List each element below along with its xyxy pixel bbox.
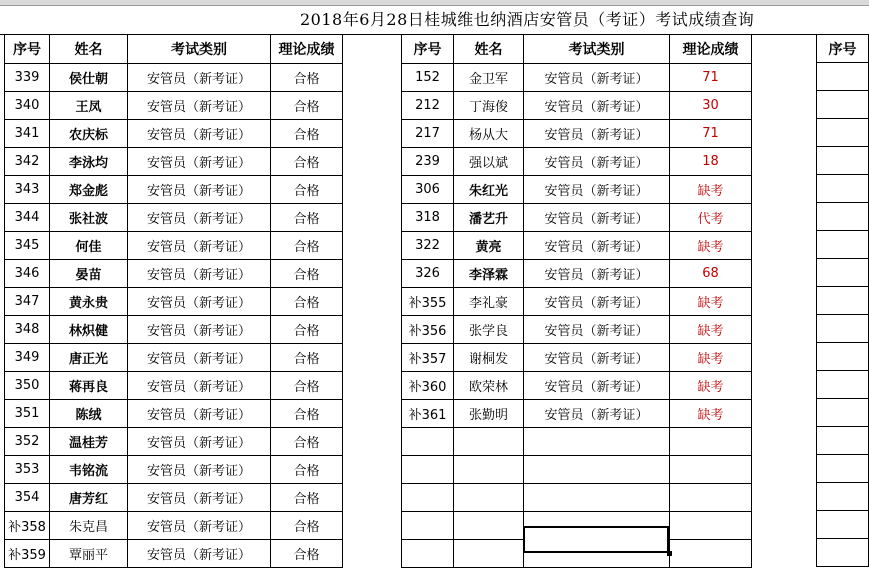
cell-seq[interactable]: 347 <box>5 288 50 316</box>
table-row <box>402 288 752 316</box>
cell-seq[interactable]: 342 <box>5 148 50 176</box>
cell-exam-type[interactable]: 安管员（新考证） <box>524 148 670 176</box>
table-row <box>402 484 752 512</box>
cell-exam-type[interactable]: 安管员（新考证） <box>128 260 271 288</box>
cell-name[interactable]: 丁海俊 <box>454 92 524 120</box>
cell-seq[interactable]: 补360 <box>402 372 454 400</box>
cell-name[interactable]: 侯仕朝 <box>50 64 128 92</box>
cell-theory-score[interactable]: 代考 <box>670 204 752 232</box>
cell-seq[interactable]: 318 <box>402 204 454 232</box>
cell-seq[interactable]: 217 <box>402 120 454 148</box>
cell-seq[interactable]: 354 <box>5 484 50 512</box>
cell-exam-type[interactable]: 安管员（新考证） <box>128 512 271 540</box>
empty-cell[interactable] <box>670 456 752 484</box>
empty-cell[interactable] <box>454 540 524 568</box>
empty-cell[interactable] <box>402 484 454 512</box>
empty-cell[interactable] <box>817 147 869 175</box>
cell-name[interactable]: 温桂芳 <box>50 428 128 456</box>
cell-name[interactable]: 金卫军 <box>454 64 524 92</box>
cell-exam-type[interactable]: 安管员（新考证） <box>128 204 271 232</box>
table-row <box>5 484 343 512</box>
cell-theory-score[interactable]: 71 <box>670 64 752 92</box>
cell-exam-type[interactable]: 安管员（新考证） <box>524 232 670 260</box>
cell-seq[interactable]: 349 <box>5 344 50 372</box>
cell-name[interactable]: 张社波 <box>50 204 128 232</box>
cell-seq[interactable]: 340 <box>5 92 50 120</box>
cell-theory-score[interactable]: 缺考 <box>670 344 752 372</box>
cell-theory-score[interactable]: 18 <box>670 148 752 176</box>
header-name: 姓名 <box>454 35 524 64</box>
header-name: 姓名 <box>50 35 128 64</box>
empty-cell[interactable] <box>817 371 869 399</box>
cell-theory-score[interactable]: 合格 <box>271 204 343 232</box>
selected-cell[interactable] <box>523 526 669 553</box>
cell-theory-score[interactable]: 合格 <box>271 456 343 484</box>
cell-exam-type[interactable]: 安管员（新考证） <box>524 288 670 316</box>
cell-seq[interactable]: 348 <box>5 316 50 344</box>
table-row <box>5 92 343 120</box>
empty-cell[interactable] <box>817 455 869 483</box>
empty-cell[interactable] <box>402 540 454 568</box>
cell-exam-type[interactable]: 安管员（新考证） <box>524 204 670 232</box>
empty-cell[interactable] <box>817 427 869 455</box>
cell-exam-type[interactable]: 安管员（新考证） <box>524 64 670 92</box>
cell-theory-score[interactable]: 合格 <box>271 92 343 120</box>
cell-theory-score[interactable]: 缺考 <box>670 176 752 204</box>
cell-theory-score[interactable]: 68 <box>670 260 752 288</box>
cell-theory-score[interactable]: 合格 <box>271 120 343 148</box>
table-row <box>402 456 752 484</box>
table-row <box>402 344 752 372</box>
table-row <box>5 372 343 400</box>
table-row <box>5 148 343 176</box>
cell-exam-type[interactable]: 安管员（新考证） <box>128 456 271 484</box>
empty-cell[interactable] <box>817 91 869 119</box>
cell-theory-score[interactable]: 缺考 <box>670 288 752 316</box>
empty-cell[interactable] <box>817 259 869 287</box>
cell-theory-score[interactable]: 合格 <box>271 176 343 204</box>
cell-seq[interactable]: 351 <box>5 400 50 428</box>
cell-exam-type[interactable]: 安管员（新考证） <box>128 400 271 428</box>
cell-seq[interactable]: 补361 <box>402 400 454 428</box>
cell-seq[interactable]: 326 <box>402 260 454 288</box>
cell-exam-type[interactable]: 安管员（新考证） <box>524 260 670 288</box>
table-row <box>402 372 752 400</box>
cell-seq[interactable]: 239 <box>402 148 454 176</box>
cell-theory-score[interactable]: 合格 <box>271 540 343 568</box>
empty-cell[interactable] <box>817 539 869 567</box>
cell-name[interactable]: 唐正光 <box>50 344 128 372</box>
cell-name[interactable]: 李泳均 <box>50 148 128 176</box>
empty-cell[interactable] <box>817 119 869 147</box>
table-row <box>5 400 343 428</box>
cell-seq[interactable]: 345 <box>5 232 50 260</box>
header-theory-score: 理论成绩 <box>670 35 752 64</box>
cell-exam-type[interactable]: 安管员（新考证） <box>524 316 670 344</box>
cell-name[interactable]: 张勤明 <box>454 400 524 428</box>
header-exam-type: 考试类别 <box>128 35 271 64</box>
cell-theory-score[interactable]: 合格 <box>271 512 343 540</box>
empty-cell[interactable] <box>817 343 869 371</box>
cell-theory-score[interactable]: 71 <box>670 120 752 148</box>
table-row <box>5 288 343 316</box>
cell-theory-score[interactable]: 合格 <box>271 64 343 92</box>
cell-name[interactable]: 潘艺升 <box>454 204 524 232</box>
cell-name[interactable]: 李泽霖 <box>454 260 524 288</box>
cell-exam-type[interactable]: 安管员（新考证） <box>128 428 271 456</box>
cell-theory-score[interactable]: 合格 <box>271 344 343 372</box>
cell-theory-score[interactable]: 合格 <box>271 428 343 456</box>
cell-name[interactable]: 陈绒 <box>50 400 128 428</box>
cell-name[interactable]: 李礼豪 <box>454 288 524 316</box>
empty-cell[interactable] <box>817 483 869 511</box>
cell-name[interactable]: 强以斌 <box>454 148 524 176</box>
empty-cell[interactable] <box>817 399 869 427</box>
cell-exam-type[interactable]: 安管员（新考证） <box>128 92 271 120</box>
empty-cell[interactable] <box>670 428 752 456</box>
table-row <box>5 64 343 92</box>
table-row <box>402 400 752 428</box>
cell-seq[interactable]: 352 <box>5 428 50 456</box>
cell-exam-type[interactable]: 安管员（新考证） <box>128 232 271 260</box>
cell-name[interactable]: 朱克昌 <box>50 512 128 540</box>
cell-seq[interactable]: 343 <box>5 176 50 204</box>
cell-seq[interactable]: 306 <box>402 176 454 204</box>
table-row <box>5 204 343 232</box>
cell-theory-score[interactable]: 合格 <box>271 260 343 288</box>
cell-name[interactable]: 韦铭流 <box>50 456 128 484</box>
cell-name[interactable]: 杨从大 <box>454 120 524 148</box>
table-row <box>5 428 343 456</box>
right-partial-table <box>816 34 869 567</box>
table-row <box>5 260 343 288</box>
cell-exam-type[interactable]: 安管员（新考证） <box>128 120 271 148</box>
header-seq: 序号 <box>817 35 869 63</box>
cell-name[interactable]: 覃丽平 <box>50 540 128 568</box>
cell-exam-type[interactable]: 安管员（新考证） <box>524 92 670 120</box>
cell-seq[interactable]: 补358 <box>5 512 50 540</box>
cell-exam-type[interactable]: 安管员（新考证） <box>524 344 670 372</box>
cell-seq[interactable]: 212 <box>402 92 454 120</box>
empty-cell[interactable] <box>817 203 869 231</box>
table-row <box>5 344 343 372</box>
empty-cell[interactable] <box>454 512 524 540</box>
cell-theory-score[interactable]: 合格 <box>271 400 343 428</box>
cell-theory-score[interactable]: 合格 <box>271 316 343 344</box>
cell-name[interactable]: 谢桐发 <box>454 344 524 372</box>
empty-cell[interactable] <box>454 484 524 512</box>
header-seq: 序号 <box>402 35 454 64</box>
empty-cell[interactable] <box>817 315 869 343</box>
table-row <box>5 232 343 260</box>
table-row <box>402 176 752 204</box>
table-row <box>402 260 752 288</box>
empty-cell[interactable] <box>454 456 524 484</box>
cell-name[interactable]: 何佳 <box>50 232 128 260</box>
cell-seq[interactable]: 补355 <box>402 288 454 316</box>
empty-cell[interactable] <box>402 512 454 540</box>
cell-name[interactable]: 郑金彪 <box>50 176 128 204</box>
cell-seq[interactable]: 152 <box>402 64 454 92</box>
table-row <box>5 176 343 204</box>
cell-theory-score[interactable]: 缺考 <box>670 316 752 344</box>
cell-name[interactable]: 王凤 <box>50 92 128 120</box>
cell-seq[interactable]: 344 <box>5 204 50 232</box>
empty-cell[interactable] <box>817 63 869 91</box>
cell-theory-score[interactable]: 合格 <box>271 148 343 176</box>
empty-cell[interactable] <box>817 231 869 259</box>
header-exam-type: 考试类别 <box>524 35 670 64</box>
empty-cell[interactable] <box>670 512 752 540</box>
empty-cell[interactable] <box>524 456 670 484</box>
empty-cell[interactable] <box>402 456 454 484</box>
cell-exam-type[interactable]: 安管员（新考证） <box>128 344 271 372</box>
cell-name[interactable]: 蒋再良 <box>50 372 128 400</box>
table-row <box>5 316 343 344</box>
cell-seq[interactable]: 353 <box>5 456 50 484</box>
cell-name[interactable]: 林炽健 <box>50 316 128 344</box>
table-row <box>402 148 752 176</box>
empty-cell[interactable] <box>817 511 869 539</box>
cell-theory-score[interactable]: 缺考 <box>670 372 752 400</box>
table-row <box>402 120 752 148</box>
cell-seq[interactable]: 339 <box>5 64 50 92</box>
cell-theory-score[interactable]: 合格 <box>271 288 343 316</box>
table-row <box>5 540 343 568</box>
cell-seq[interactable]: 补356 <box>402 316 454 344</box>
cell-name[interactable]: 黄永贵 <box>50 288 128 316</box>
cell-exam-type[interactable]: 安管员（新考证） <box>128 176 271 204</box>
table-row <box>402 64 752 92</box>
cell-theory-score[interactable]: 缺考 <box>670 400 752 428</box>
cell-seq[interactable]: 补357 <box>402 344 454 372</box>
cell-name[interactable]: 农庆标 <box>50 120 128 148</box>
cell-theory-score[interactable]: 合格 <box>271 372 343 400</box>
table-header-row <box>5 35 343 64</box>
empty-cell[interactable] <box>817 175 869 203</box>
table-row <box>5 120 343 148</box>
cell-name[interactable]: 黄亮 <box>454 232 524 260</box>
cell-exam-type[interactable]: 安管员（新考证） <box>128 484 271 512</box>
empty-cell[interactable] <box>670 484 752 512</box>
cell-exam-type[interactable]: 安管员（新考证） <box>524 400 670 428</box>
cell-seq[interactable]: 346 <box>5 260 50 288</box>
empty-cell[interactable] <box>670 540 752 568</box>
cell-seq[interactable]: 350 <box>5 372 50 400</box>
cell-seq[interactable]: 322 <box>402 232 454 260</box>
sheet-title: 2018年6月28日桂城维也纳酒店安管员（考证）考试成绩查询 <box>300 10 755 29</box>
table-row <box>402 428 752 456</box>
cell-exam-type[interactable]: 安管员（新考证） <box>128 316 271 344</box>
table-row <box>402 92 752 120</box>
cell-exam-type[interactable]: 安管员（新考证） <box>128 540 271 568</box>
cell-name[interactable]: 唐芳红 <box>50 484 128 512</box>
cell-theory-score[interactable]: 合格 <box>271 232 343 260</box>
table-row <box>402 232 752 260</box>
cell-exam-type[interactable]: 安管员（新考证） <box>524 372 670 400</box>
cell-exam-type[interactable]: 安管员（新考证） <box>128 288 271 316</box>
header-seq: 序号 <box>5 35 50 64</box>
table-header-row <box>402 35 752 64</box>
cell-name[interactable]: 晏苗 <box>50 260 128 288</box>
table-row <box>402 204 752 232</box>
cell-theory-score[interactable]: 30 <box>670 92 752 120</box>
cell-theory-score[interactable]: 缺考 <box>670 232 752 260</box>
cell-exam-type[interactable]: 安管员（新考证） <box>128 372 271 400</box>
fill-handle[interactable] <box>667 551 672 556</box>
left-results-table <box>4 34 343 568</box>
cell-name[interactable]: 朱红光 <box>454 176 524 204</box>
cell-seq[interactable]: 341 <box>5 120 50 148</box>
table-row <box>5 456 343 484</box>
empty-cell[interactable] <box>454 428 524 456</box>
empty-cell[interactable] <box>402 428 454 456</box>
empty-cell[interactable] <box>524 428 670 456</box>
empty-cell[interactable] <box>817 287 869 315</box>
cell-theory-score[interactable]: 合格 <box>271 484 343 512</box>
table-row <box>5 512 343 540</box>
middle-results-table <box>401 34 752 568</box>
cell-exam-type[interactable]: 安管员（新考证） <box>524 120 670 148</box>
cell-exam-type[interactable]: 安管员（新考证） <box>128 64 271 92</box>
table-row <box>402 316 752 344</box>
cell-exam-type[interactable]: 安管员（新考证） <box>128 148 271 176</box>
cell-exam-type[interactable]: 安管员（新考证） <box>524 176 670 204</box>
cell-name[interactable]: 欧荣林 <box>454 372 524 400</box>
empty-cell[interactable] <box>524 484 670 512</box>
header-theory-score: 理论成绩 <box>271 35 343 64</box>
cell-name[interactable]: 张学良 <box>454 316 524 344</box>
cell-seq[interactable]: 补359 <box>5 540 50 568</box>
